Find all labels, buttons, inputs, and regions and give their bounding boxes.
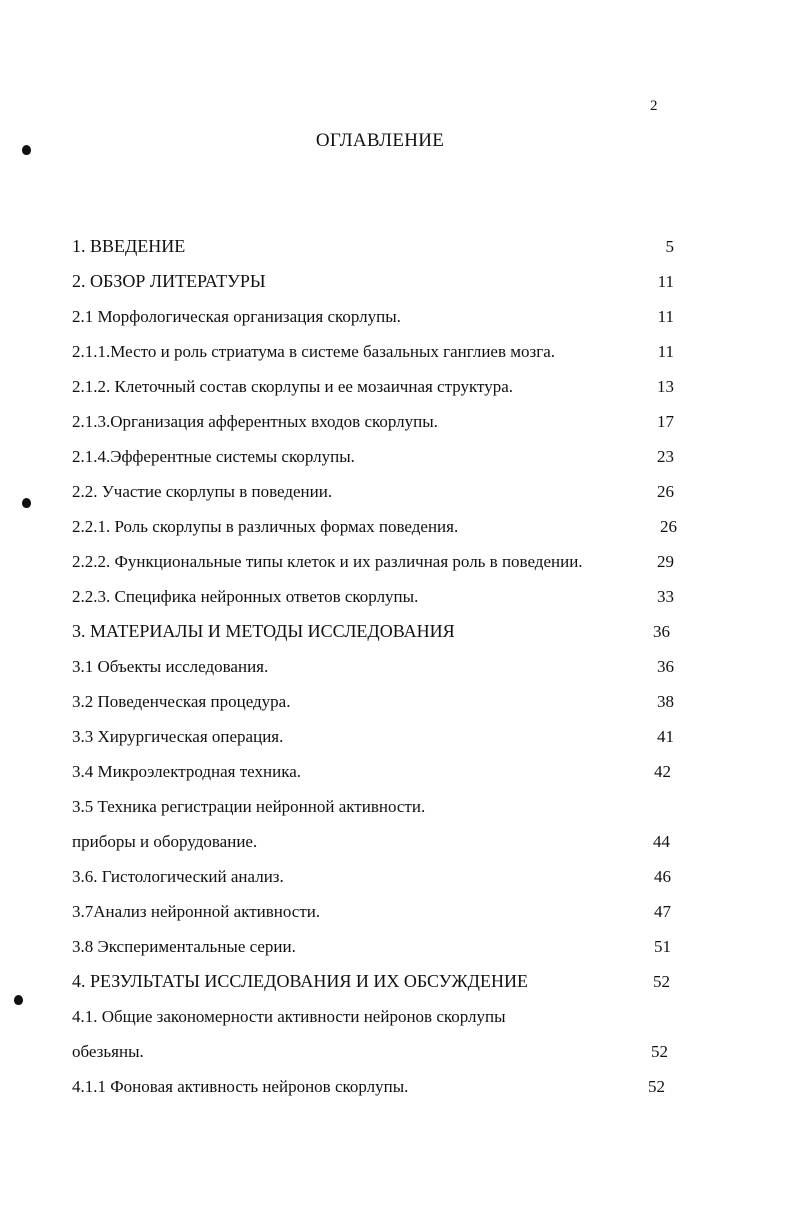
toc-entry — [0, 369, 795, 404]
toc-entry-title: 3.5 Техника регистрации нейронной активности. — [72, 797, 426, 816]
toc-entry-title: 2.1.1.Место и роль стриатума в системе базальных ганглиев мозга. — [72, 342, 555, 361]
toc-entry — [0, 999, 795, 1034]
toc-entry-page: 52 — [648, 1077, 665, 1096]
toc-entry-page: 36 — [657, 657, 674, 676]
toc-entry-title: 2.1.4.Эфферентные системы скорлупы. — [72, 447, 355, 466]
toc-entry-title: 3.6. Гистологический анализ. — [72, 867, 284, 886]
toc-entry-title: 2.1 Морфологическая организация скорлупы. — [72, 307, 401, 326]
toc-entry-title: приборы и оборудование. — [72, 832, 258, 851]
toc-entry-page: 52 — [653, 972, 670, 991]
toc-entry — [0, 544, 795, 579]
toc-entry — [0, 579, 795, 614]
toc-entry — [0, 789, 795, 824]
toc-entry-title: 3.8 Экспериментальные серии. — [72, 937, 296, 956]
toc-entry-title: 2.2.3. Специфика нейронных ответов скорлупы. — [72, 587, 419, 606]
toc-entry — [0, 649, 795, 684]
toc-entry-page: 11 — [657, 307, 674, 326]
toc-entry — [0, 754, 795, 789]
toc-entry — [0, 474, 795, 509]
binding-hole-mark — [22, 145, 31, 155]
page-number: 2 — [650, 98, 658, 114]
toc-entry-page: 11 — [657, 342, 674, 361]
table-of-contents — [0, 229, 795, 1104]
toc-entry — [0, 859, 795, 894]
toc-entry-title: 1. ВВЕДЕНИЕ — [72, 236, 186, 256]
toc-entry-page: 44 — [653, 832, 670, 851]
toc-entry-title: 2.1.2. Клеточный состав скорлупы и ее мозаичная структура. — [72, 377, 514, 396]
toc-entry-page: 11 — [657, 272, 674, 291]
toc-entry — [0, 684, 795, 719]
toc-entry-page: 36 — [653, 622, 670, 641]
toc-entry-title: 4.1.1 Фоновая активность нейронов скорлупы. — [72, 1077, 409, 1096]
toc-entry-page: 33 — [657, 587, 674, 606]
toc-entry — [0, 1034, 795, 1069]
toc-entry-title: 2.2.1. Роль скорлупы в различных формах поведения. — [72, 517, 459, 536]
toc-entry-page: 5 — [665, 237, 674, 256]
toc-entry-page: 51 — [654, 937, 671, 956]
toc-entry-page: 41 — [657, 727, 674, 746]
toc-entry-page: 42 — [654, 762, 671, 781]
toc-entry-title: 3.2 Поведенческая процедура. — [72, 692, 291, 711]
toc-entry-title: 4.1. Общие закономерности активности нейронов скорлупы — [72, 1007, 506, 1026]
toc-entry-page: 46 — [654, 867, 671, 886]
toc-entry-title: 2. ОБЗОР ЛИТЕРАТУРЫ — [72, 271, 266, 291]
toc-entry — [0, 404, 795, 439]
toc-entry — [0, 894, 795, 929]
toc-entry — [0, 334, 795, 369]
toc-entry — [0, 964, 795, 999]
toc-entry-title: обезьяны. — [72, 1042, 144, 1061]
toc-entry-title: 3.7Анализ нейронной активности. — [72, 902, 321, 921]
toc-entry-page: 23 — [657, 447, 674, 466]
toc-entry-page: 13 — [657, 377, 674, 396]
toc-entry-page: 52 — [651, 1042, 668, 1061]
toc-entry-page: 26 — [657, 482, 674, 501]
toc-entry — [0, 299, 795, 334]
toc-entry-title: 2.2.2. Функциональные типы клеток и их различная роль в поведении. — [72, 552, 583, 571]
toc-entry-title: 3. МАТЕРИАЛЫ И МЕТОДЫ ИССЛЕДОВАНИЯ — [72, 621, 455, 641]
toc-entry — [0, 509, 795, 544]
toc-entry-page: 17 — [657, 412, 674, 431]
toc-entry — [0, 719, 795, 754]
toc-entry — [0, 1069, 795, 1104]
toc-entry-page: 29 — [657, 552, 674, 571]
toc-entry — [0, 439, 795, 474]
toc-entry — [0, 929, 795, 964]
toc-entry — [0, 229, 795, 264]
toc-entry-page: 38 — [657, 692, 674, 711]
toc-entry-page: 26 — [660, 517, 677, 536]
toc-entry — [0, 264, 795, 299]
toc-entry-title: 4. РЕЗУЛЬТАТЫ ИССЛЕДОВАНИЯ И ИХ ОБСУЖДЕНИЕ — [72, 971, 528, 991]
toc-entry — [0, 824, 795, 859]
toc-entry-title: 2.2. Участие скорлупы в поведении. — [72, 482, 333, 501]
toc-entry-title: 2.1.3.Организация афферентных входов скорлупы. — [72, 412, 438, 431]
toc-entry-title: 3.3 Хирургическая операция. — [72, 727, 284, 746]
toc-entry-title: 3.4 Микроэлектродная техника. — [72, 762, 301, 781]
page-title: ОГЛАВЛЕНИЕ — [315, 130, 445, 151]
toc-entry-page: 47 — [654, 902, 671, 921]
toc-entry — [0, 614, 795, 649]
toc-entry-title: 3.1 Объекты исследования. — [72, 657, 269, 676]
